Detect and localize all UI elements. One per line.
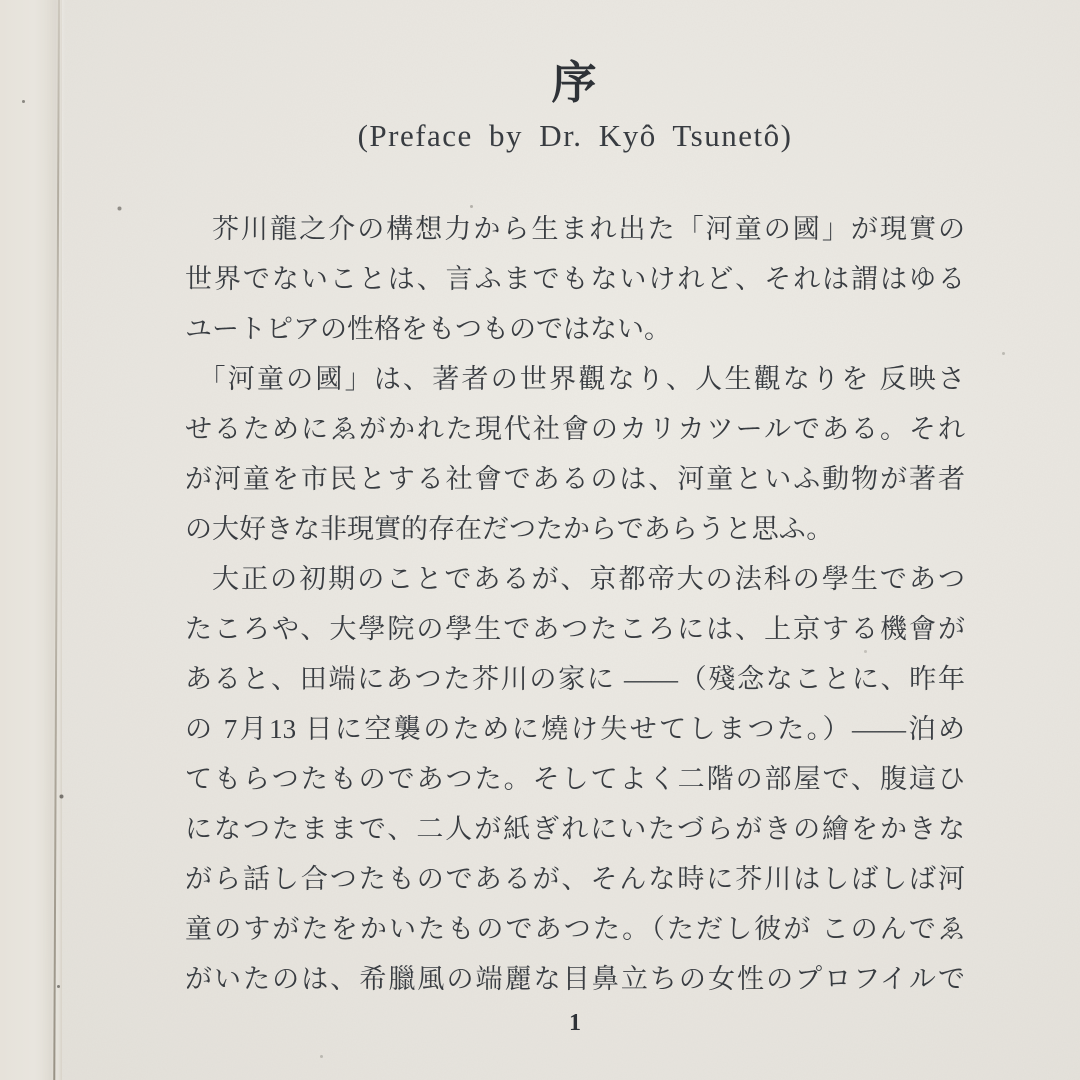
text-line-10: あると、田端にあつた芥川の家に ——（殘念なことに、昨年 <box>185 664 965 694</box>
text-line-3: ユートピアの性格をもつものではない。 <box>185 314 671 344</box>
text-line-8: 大正の初期のことであるが、京都帝大の法科の學生であつ <box>212 564 965 594</box>
text-line-7: の大好きな非現實的存在だつたからであらうと思ふ。 <box>185 514 834 544</box>
text-line-5: せるためにゑがかれた現代社會のカリカツールである。それ <box>185 414 965 444</box>
page-edge-shadow <box>0 0 62 1080</box>
text-line-6: が河童を市民とする社會であるのは、河童といふ動物が著者 <box>185 464 965 494</box>
page-number: 1 <box>569 1010 581 1036</box>
page-title: 序 <box>551 58 599 108</box>
text-line-14: がら話し合つたものであるが、そんな時に芥川はしばしば河 <box>185 864 965 894</box>
text-line-4: 「河童の國」は、著者の世界觀なり、人生觀なりを 反映さ <box>198 364 965 394</box>
text-line-11: の 7月13 日に空襲のために燒け失せてしまつた。）——泊め <box>185 714 965 744</box>
page-subtitle: (Preface by Dr. Kyô Tsunetô) <box>357 118 793 153</box>
text-line-1: 芥川龍之介の構想力から生まれ出た「河童の國」が現實の <box>212 214 965 244</box>
text-line-13: になつたままで、二人が紙ぎれにいたづらがきの繪をかきな <box>185 814 965 844</box>
paper-specks <box>0 0 3 3</box>
body-text <box>185 204 965 1004</box>
text-line-15: 童のすがたをかいたものであつた。（ただし彼が このんでゑ <box>185 914 965 944</box>
text-line-9: たころや、大學院の學生であつたころには、上京する機會が <box>185 614 965 644</box>
text-line-16: がいたのは、希臘風の端麗な目鼻立ちの女性のプロフイルで <box>185 964 965 994</box>
text-line-2: 世界でないことは、言ふまでもないけれど、それは謂はゆる <box>185 264 965 294</box>
text-line-12: てもらつたものであつた。そしてよく二階の部屋で、腹這ひ <box>185 764 965 794</box>
